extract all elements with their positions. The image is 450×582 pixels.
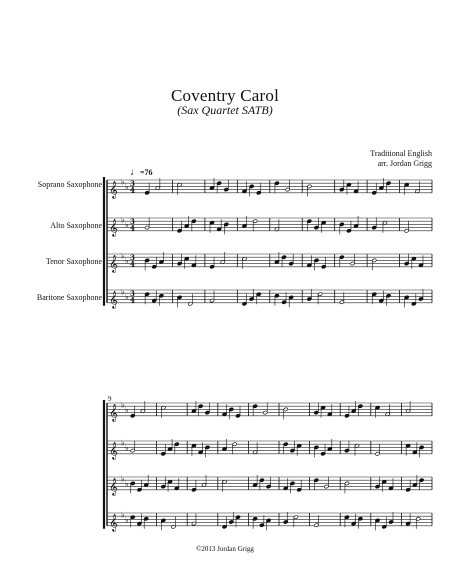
- time-signature: 3: [130, 289, 135, 299]
- time-signature: 4: [130, 223, 135, 233]
- score-title: Coventry Carol: [170, 86, 280, 105]
- treble-clef-icon: 𝄞: [109, 403, 118, 422]
- instrument-label-alto: Alto Saxophone: [50, 221, 102, 230]
- flat-icon: ♭: [125, 182, 129, 192]
- flat-icon: ♭: [121, 510, 125, 520]
- score-subtitle: (Sax Quartet SATB): [177, 103, 273, 117]
- flat-icon: ♭: [121, 474, 125, 484]
- composer-line: Traditional English: [370, 149, 432, 158]
- staff-system: [104, 400, 432, 531]
- flat-icon: ♭: [125, 443, 129, 453]
- staff-system: [104, 177, 432, 308]
- flat-icon: ♭: [121, 251, 125, 261]
- flat-icon: ♭: [121, 177, 125, 187]
- treble-clef-icon: 𝄞: [109, 180, 118, 199]
- instrument-label-baritone: Baritone Saxophone: [36, 293, 102, 302]
- measure-number: 9: [108, 395, 112, 403]
- staff: [107, 252, 432, 273]
- flat-icon: ♭: [121, 438, 125, 448]
- flat-icon: ♭: [125, 515, 129, 525]
- treble-clef-icon: 𝄞: [109, 441, 118, 460]
- staff-systems: [104, 177, 432, 531]
- flat-icon: ♭: [121, 400, 125, 410]
- flat-icon: ♭: [125, 405, 129, 415]
- quarter-note-icon: ♩: [130, 167, 140, 178]
- time-signature: 3: [130, 253, 135, 263]
- treble-clef-icon: 𝄞: [109, 477, 118, 496]
- time-signature: 4: [130, 295, 135, 305]
- treble-clef-icon: 𝄞: [109, 218, 118, 237]
- staff: [107, 511, 432, 532]
- flat-icon: ♭: [125, 256, 129, 266]
- time-signature: 3: [130, 217, 135, 227]
- flat-icon: ♭: [125, 479, 129, 489]
- staff: [107, 216, 432, 237]
- time-signature: 3: [130, 179, 135, 189]
- flat-icon: ♭: [121, 215, 125, 225]
- treble-clef-icon: 𝄞: [109, 254, 118, 273]
- flat-icon: ♭: [121, 287, 125, 297]
- instrument-label-tenor: Tenor Saxophone: [45, 257, 102, 266]
- staff: [107, 288, 432, 309]
- staff: [107, 401, 432, 422]
- time-signature: 4: [130, 185, 135, 195]
- instrument-label-soprano: Soprano Saxophone: [37, 180, 102, 189]
- time-signature: 4: [130, 259, 135, 269]
- flat-icon: ♭: [125, 292, 129, 302]
- tempo-value: =76: [140, 168, 153, 177]
- staff: [107, 475, 432, 496]
- arranger-line: arr. Jordan Grigg: [377, 159, 432, 168]
- staff: [107, 439, 432, 460]
- treble-clef-icon: 𝄞: [109, 290, 118, 309]
- treble-clef-icon: 𝄞: [109, 513, 118, 532]
- flat-icon: ♭: [125, 220, 129, 230]
- copyright-footer: ©2013 Jordan Grigg: [196, 545, 254, 553]
- staff: [107, 178, 432, 199]
